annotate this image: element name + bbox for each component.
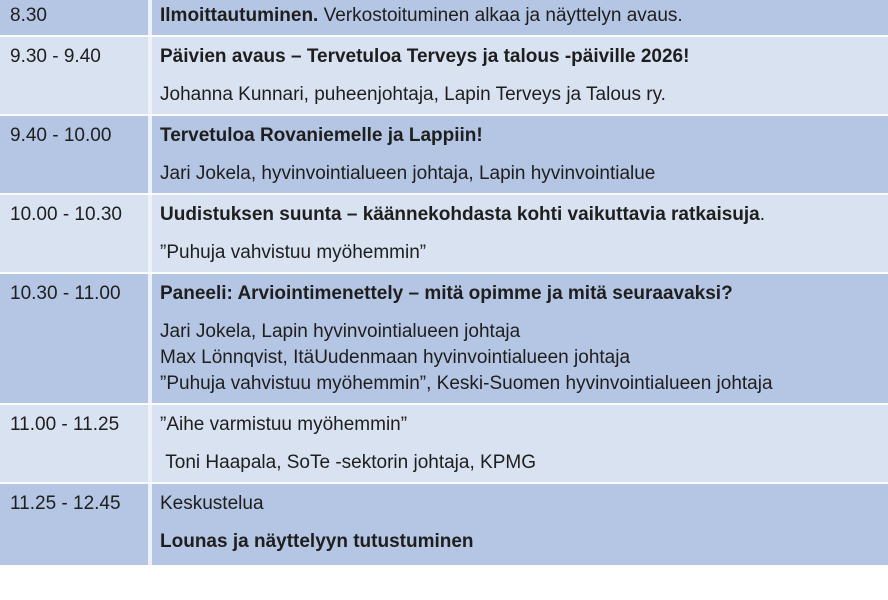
content-cell: [152, 116, 888, 193]
entry-speaker: Johanna Kunnari, puheenjohtaja, Lapin Terveys ja Talous ry.: [160, 84, 666, 105]
time-cell: 11.00 - 11.25: [0, 405, 152, 482]
agenda-row-1000: [0, 195, 888, 274]
entry-speaker: Jari Jokela, Lapin hyvinvointialueen johtaja: [160, 321, 521, 342]
entry-speaker: ”Puhuja vahvistuu myöhemmin”: [160, 242, 427, 263]
content-cell: [152, 274, 888, 403]
content-cell: [152, 484, 888, 565]
entry-title: Keskustelua: [160, 493, 264, 514]
entry-description: Verkostoituminen alkaa ja näyttelyn avaus.: [318, 5, 683, 26]
time-cell: 11.25 - 12.45: [0, 484, 152, 565]
agenda-row-1030: [0, 274, 888, 405]
entry-title-text: Uudistuksen suunta – käännekohdasta kohti vaikuttavia ratkaisuja: [160, 204, 760, 225]
time-cell: 9.30 - 9.40: [0, 37, 152, 114]
time-cell: 10.30 - 11.00: [0, 274, 152, 403]
entry-speaker: Jari Jokela, hyvinvointialueen johtaja, Lapin hyvinvointialue: [160, 163, 656, 184]
entry-speaker: ”Puhuja vahvistuu myöhemmin”, Keski-Suomen hyvinvointialueen johtaja: [160, 373, 773, 394]
agenda-row-0930: [0, 37, 888, 116]
entry-title: Paneeli: Arviointimenettely – mitä opimme ja mitä seuraavaksi?: [160, 283, 733, 304]
entry-title: Päivien avaus – Tervetuloa Terveys ja talous -päiville 2026!: [160, 46, 690, 67]
entry-description: Lounas ja näyttelyyn tutustuminen: [160, 531, 474, 552]
agenda-row-1125: [0, 484, 888, 565]
content-cell: [152, 37, 888, 114]
time-cell: 8.30: [0, 0, 152, 35]
entry-speaker: Toni Haapala, SoTe -sektorin johtaja, KPMG: [160, 452, 536, 473]
entry-speaker: Max Lönnqvist, ItäUudenmaan hyvinvointialueen johtaja: [160, 347, 631, 368]
time-cell: 9.40 - 10.00: [0, 116, 152, 193]
entry-title: Tervetuloa Rovaniemelle ja Lappiin!: [160, 125, 483, 146]
entry-title: [160, 202, 876, 228]
content-cell: [152, 405, 888, 482]
agenda-row-0830: [0, 0, 888, 37]
entry-title: ”Aihe varmistuu myöhemmin”: [160, 414, 408, 435]
content-cell: [152, 195, 888, 272]
entry-title-suffix: .: [759, 204, 766, 225]
time-cell: 10.00 - 10.30: [0, 195, 152, 272]
content-cell: [152, 0, 888, 35]
entry-speaker-list: [160, 319, 876, 397]
agenda-row-1100: [0, 405, 888, 484]
agenda-entry: [160, 3, 876, 29]
entry-title: Ilmoittautuminen.: [160, 5, 319, 26]
agenda-row-0940: [0, 116, 888, 195]
